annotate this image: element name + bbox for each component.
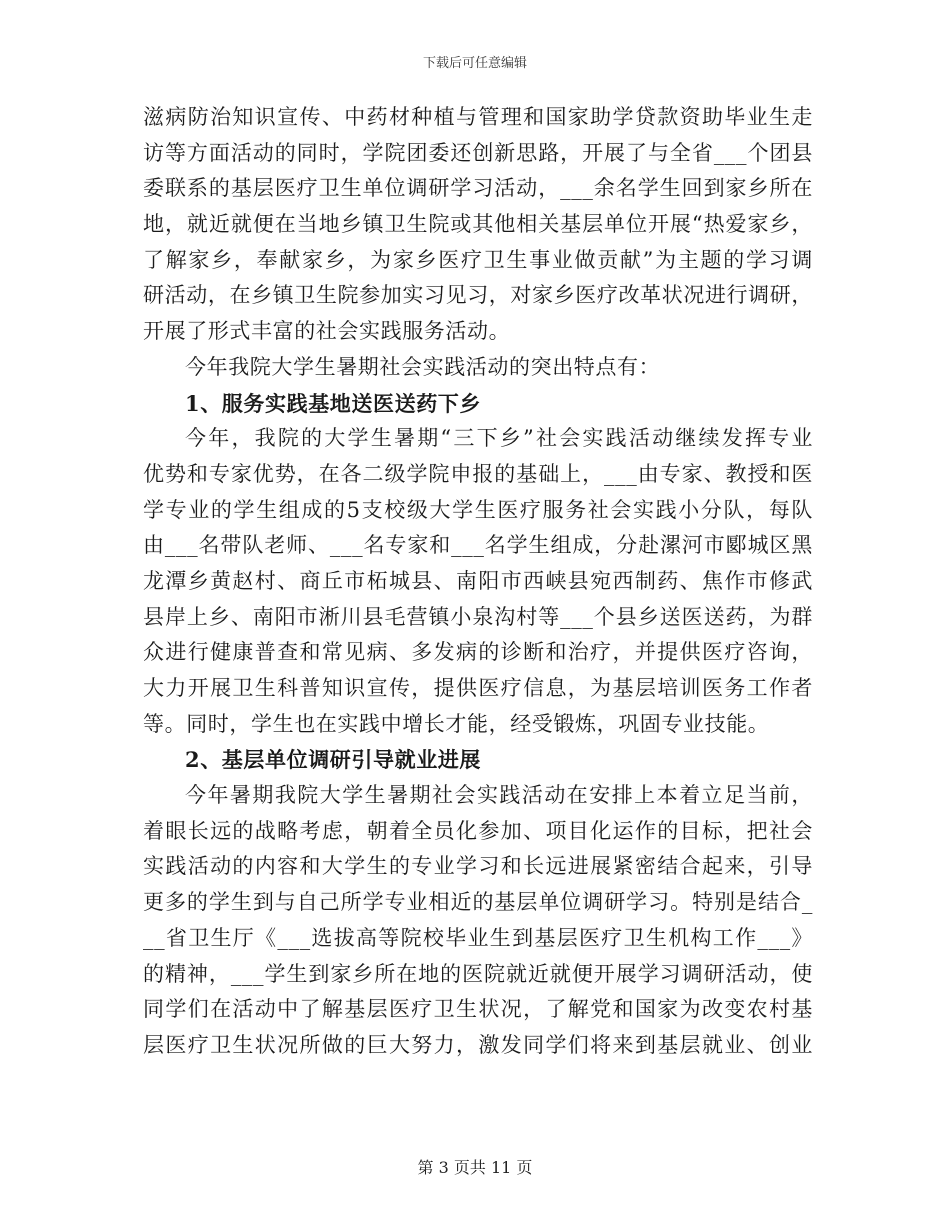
text-line: 今年暑期我院大学生暑期社会实践活动在安排上本着立足当前，	[185, 783, 813, 808]
text-line: 今年我院大学生暑期社会实践活动的突出特点有：	[185, 354, 661, 379]
text-line: 众进行健康普查和常见病、多发病的诊断和治疗，并提供医疗咨询，	[143, 640, 813, 665]
text-line: 实践活动的内容和大学生的专业学习和长远进展紧密结合起来，引导	[143, 854, 813, 879]
text-line: 滋病防治知识宣传、中药材种植与管理和国家助学贷款资助毕业生走	[143, 105, 813, 129]
text-line: 地，就近就便在当地乡镇卫生院或其他相关基层单位开展“热爱家乡，	[143, 212, 813, 237]
document-body	[143, 100, 813, 1064]
text-line: 着眼长远的战略考虑，朝着全员化参加、项目化运作的目标，把社会	[143, 818, 813, 843]
text-line: 等。同时，学生也在实践中增长才能，经受锻炼，巩固专业技能。	[143, 711, 770, 736]
page-number: 第 3 页共 11 页	[417, 1158, 533, 1177]
text-line: 由___名带队老师、___名专家和___名学生组成，分赴漯河市郾城区黑	[143, 533, 813, 558]
section-heading-2: 2、基层单位调研引导就业进展	[185, 747, 482, 773]
text-line: 同学们在活动中了解基层医疗卫生状况，了解党和国家为改变农村基	[143, 997, 813, 1022]
text-line: 研活动，在乡镇卫生院参加实习见习，对家乡医疗改革状况进行调研，	[143, 283, 813, 308]
text-line: 龙潭乡黄赵村、商丘市柘城县、南阳市西峡县宛西制药、焦作市修武	[143, 568, 813, 593]
text-line: 更多的学生到与自己所学专业相近的基层单位调研学习。特别是结合_	[143, 890, 813, 915]
text-line: 县岸上乡、南阳市淅川县毛营镇小泉沟村等___个县乡送医送药，为群	[143, 604, 813, 629]
text-line: 开展了形式丰富的社会实践服务活动。	[143, 319, 511, 344]
text-line: 大力开展卫生科普知识宣传，提供医疗信息，为基层培训医务工作者	[143, 676, 813, 700]
text-line: 层医疗卫生状况所做的巨大努力，激发同学们将来到基层就业、创业	[143, 1032, 813, 1057]
text-line: 了解家乡，奉献家乡，为家乡医疗卫生事业做贡献”为主题的学习调	[143, 247, 813, 272]
text-line: 学专业的学生组成的5支校级大学生医疗服务社会实践小分队，每队	[143, 497, 813, 522]
text-line: 今年，我院的大学生暑期“三下乡”社会实践活动继续发挥专业	[185, 426, 813, 451]
page-header-note: 下载后可任意编辑	[422, 56, 527, 71]
text-line: __省卫生厅《___选拔高等院校毕业生到基层医疗卫生机构工作___》	[143, 925, 813, 950]
text-line: 委联系的基层医疗卫生单位调研学习活动，___余名学生回到家乡所在	[143, 176, 813, 201]
text-line: 优势和专家优势，在各二级学院申报的基础上，___由专家、教授和医	[143, 461, 813, 486]
text-line: 访等方面活动的同时，学院团委还创新思路，开展了与全省___个团县	[143, 140, 813, 165]
text-line: 的精神，___学生到家乡所在地的医院就近就便开展学习调研活动，使	[143, 961, 813, 986]
section-heading-1: 1、服务实践基地送医送药下乡	[185, 390, 482, 416]
